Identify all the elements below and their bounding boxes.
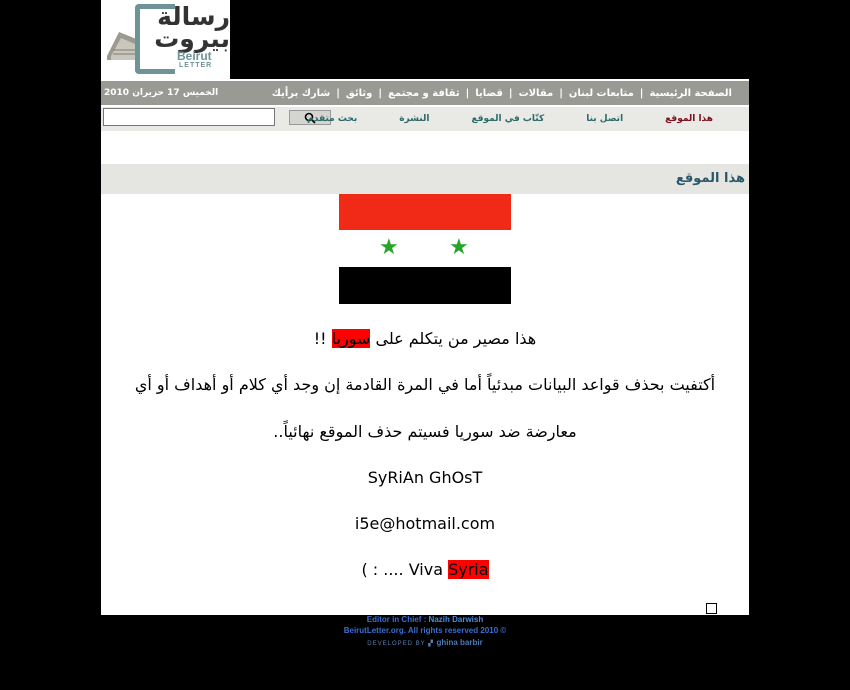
message-line-6 [101, 560, 749, 579]
highlighted-word: Syria [448, 560, 489, 579]
sub-nav-links [265, 107, 713, 131]
message-line-3: معارضة ضد سوريا فسيتم حذف الموقع نهائياً.. [273, 422, 577, 441]
section-title: هذا الموقع [675, 171, 745, 186]
section-header [101, 164, 749, 194]
sub-nav-bar [101, 107, 749, 131]
subnav-writers[interactable]: كتّاب في الموقع [471, 114, 545, 124]
nav-item-articles[interactable]: مقالات [518, 87, 554, 99]
message-line-6-pre: ( : .... Viva [361, 560, 443, 579]
date-label: الخميس 17 حزيران 2010 [104, 88, 219, 98]
developer-logo-icon: ▞ [428, 641, 434, 647]
nav-item-home[interactable]: الصفحة الرئيسية [649, 87, 732, 99]
top-nav-bar [101, 81, 749, 105]
signature: SyRiAn GhOsT [367, 468, 483, 487]
subnav-about[interactable]: هذا الموقع [665, 114, 713, 124]
nav-separator: | [559, 87, 563, 99]
footer [101, 615, 749, 650]
nav-item-documents[interactable]: وثائق [345, 87, 373, 99]
nav-item-lebanon[interactable]: متابعات لبنان [568, 87, 634, 99]
flag-black-band [339, 267, 511, 304]
highlighted-word: سوريا [331, 329, 371, 348]
message-line-1 [101, 329, 749, 348]
message-line-2: أكتفيت بحذف قواعد البيانات مبدئياً أما في المرة القادمة إن وجد أي كلام أو أهداف أو أي [134, 375, 716, 394]
subnav-contact[interactable]: اتصل بنا [586, 114, 624, 124]
nav-item-share[interactable]: شارك برأيك [271, 87, 331, 99]
footer-copyright: BeirutLetter.org. All rights reserved 2010 © [343, 626, 507, 635]
logo-frame [135, 4, 149, 74]
editor-label: Editor in Chief : [366, 615, 427, 624]
developer-name[interactable]: ghina barbir [436, 638, 483, 647]
main-panel [101, 79, 749, 615]
message-line-1-pre: هذا مصير من يتكلم على [375, 329, 537, 348]
message-line-1-post: !! [313, 329, 327, 348]
logo-frame-bottom [149, 69, 175, 74]
developed-by-label: DEVELOPED BY [367, 641, 426, 647]
flag-white-band [339, 230, 511, 267]
star-icon: ★ [449, 235, 469, 260]
logo-english-line2: LETTER [179, 62, 213, 69]
subnav-newsletter[interactable]: النشرة [399, 114, 430, 124]
main-nav [272, 81, 732, 105]
nav-separator: | [639, 87, 644, 99]
logo-arabic-line1: رسالة [157, 2, 230, 31]
nav-item-culture[interactable]: ثقافة و مجتمع [388, 87, 460, 99]
nav-item-issues[interactable]: قضايا [475, 87, 503, 99]
logo-english-line1: Beirut [177, 49, 212, 63]
editor-name: Nazih Darwish [428, 615, 484, 624]
star-icon: ★ [379, 235, 399, 260]
logo-arabic-line2: بيروت [154, 24, 230, 53]
site-logo[interactable] [101, 0, 230, 79]
contact-email: i5e@hotmail.com [354, 514, 496, 533]
search-input[interactable] [103, 108, 275, 126]
nav-separator: | [336, 87, 340, 99]
footer-editor [101, 615, 749, 625]
nav-separator: | [508, 87, 513, 99]
syria-flag-image [339, 194, 511, 304]
flag-red-band [339, 194, 511, 230]
nav-separator: | [378, 87, 383, 99]
footer-developer [101, 637, 749, 650]
subnav-advanced-search[interactable]: بحث متقدم [307, 114, 358, 124]
nav-separator: | [465, 87, 470, 99]
checkbox[interactable] [706, 603, 717, 614]
